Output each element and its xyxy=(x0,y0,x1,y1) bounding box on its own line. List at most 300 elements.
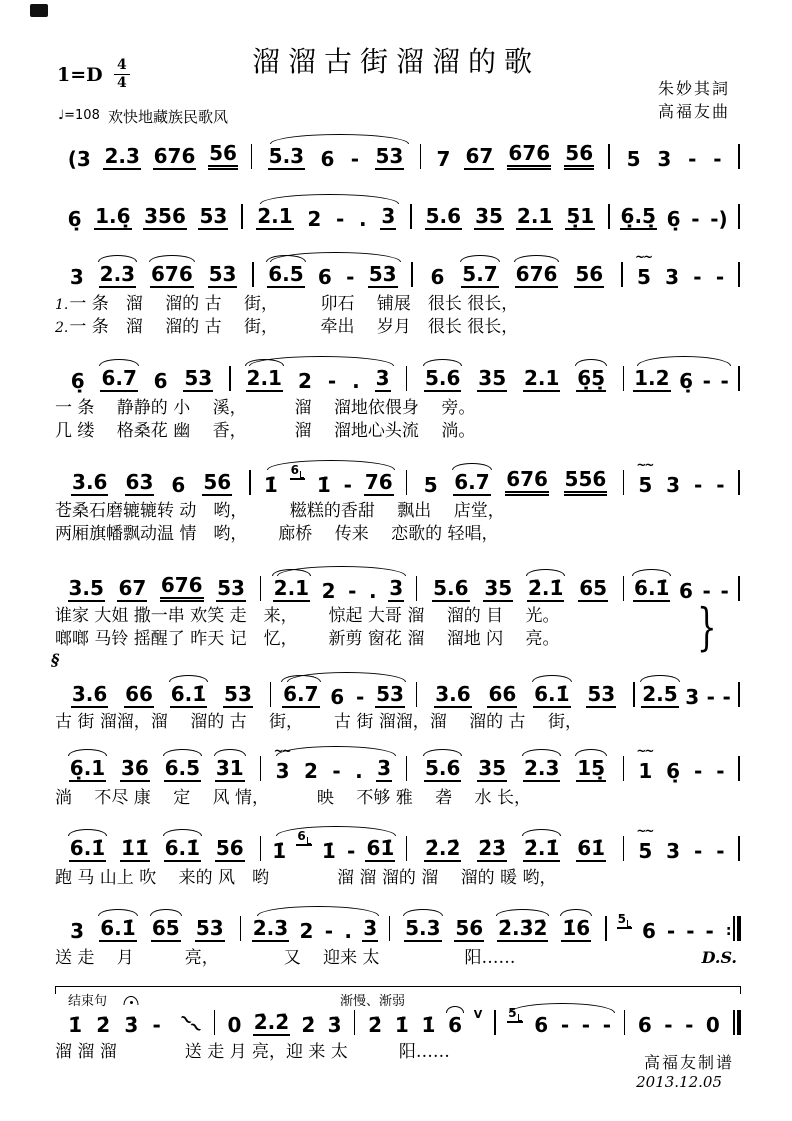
music-line xyxy=(55,362,741,392)
barline xyxy=(623,576,625,601)
measure xyxy=(242,917,387,942)
note-token: 2̇.1̇ xyxy=(523,836,560,860)
barline xyxy=(251,144,253,169)
measure xyxy=(497,1006,623,1037)
scan-artifact xyxy=(30,4,48,17)
note-token: 6 xyxy=(430,265,445,289)
note-token: 53 xyxy=(587,682,616,706)
note-token: 2.3 xyxy=(104,144,140,168)
note-token: 5.6 xyxy=(433,576,469,600)
time-signature-denominator: 4 xyxy=(117,74,127,91)
measure xyxy=(611,205,738,230)
note-token: 3 xyxy=(666,839,681,863)
glissando-mark: ~~ xyxy=(174,1007,206,1039)
note-token: 6.7 xyxy=(454,470,490,494)
note-token: - xyxy=(691,207,700,231)
note-token: - xyxy=(332,759,341,783)
note-token: 5.6 xyxy=(425,756,461,780)
note-token: 6̣ xyxy=(67,207,82,231)
note-token: - xyxy=(685,1013,694,1037)
measure xyxy=(55,1007,213,1039)
note-token: 56 xyxy=(455,916,484,940)
measure xyxy=(636,683,738,708)
note-token: 61̇ xyxy=(366,836,395,860)
note-token: 6.7 xyxy=(101,366,137,390)
note-token: 3 xyxy=(666,473,681,497)
note-token: 53 xyxy=(375,144,404,168)
note-token: . xyxy=(359,207,367,231)
measure xyxy=(262,744,404,783)
note-token: 2̇.1̇ xyxy=(527,576,564,600)
note-token: 1.2 xyxy=(634,366,670,390)
measure xyxy=(232,367,405,392)
measure xyxy=(55,683,269,708)
note-token: 6 xyxy=(534,1013,549,1037)
measure xyxy=(625,367,737,392)
note-token: 56 xyxy=(575,262,604,286)
barline-thick xyxy=(737,916,741,941)
verse-brace: } xyxy=(697,598,717,657)
lyric-line: 古 街 溜溜，溜 溜的 古 街， 古 街 溜溜，溜 溜的 古 街， xyxy=(55,712,582,732)
barline xyxy=(624,1010,626,1035)
fermata-icon xyxy=(124,996,139,1005)
barline xyxy=(240,916,242,941)
style-marking: 欢快地藏族民歌风 xyxy=(108,108,229,126)
note-token: 2̇ xyxy=(368,1013,383,1037)
barline xyxy=(623,470,625,495)
barline xyxy=(229,366,231,391)
note-token: 6 xyxy=(637,1013,652,1037)
grace-note: 6 xyxy=(296,829,311,846)
note-token: 2.3 xyxy=(252,916,289,940)
music-line xyxy=(55,200,741,230)
note-token: - xyxy=(716,759,725,783)
barline xyxy=(623,836,625,861)
note-token: 6̣ xyxy=(666,207,681,231)
note-token: 63 xyxy=(125,470,154,494)
grace-note: 6 xyxy=(290,463,305,480)
lyric-line: 淌 不尽 康 定 风 情， 映 不够 雅 砻 水 长， xyxy=(55,788,531,808)
measure xyxy=(356,1008,493,1037)
note-token: 5.7 xyxy=(462,262,498,286)
note-token: 1̇ xyxy=(316,473,331,497)
barline xyxy=(416,682,418,707)
note-token: 6.1̇ xyxy=(170,682,207,706)
measure xyxy=(55,574,259,602)
note-token: 66 xyxy=(488,682,517,706)
note-token: - xyxy=(343,473,352,497)
repeat-barline xyxy=(726,916,741,942)
barline xyxy=(260,576,262,601)
note-token: - xyxy=(602,1013,612,1037)
barline xyxy=(406,470,408,495)
measure xyxy=(611,148,738,170)
note-token: - xyxy=(152,1013,161,1037)
note-token: 3 xyxy=(657,147,672,171)
note-token: - xyxy=(713,147,722,171)
note-token: 3̇ xyxy=(327,1013,342,1037)
note-token: 3.5 xyxy=(68,576,104,600)
note-token: 3 xyxy=(70,919,85,943)
note-token: 3 xyxy=(665,265,680,289)
note-token: - xyxy=(686,919,695,943)
barline xyxy=(249,470,251,495)
note-token: 676 xyxy=(150,262,193,286)
dynamics-label: 渐慢、渐弱 xyxy=(340,994,406,1009)
note-token: 6̣ xyxy=(70,369,85,393)
lyric-line: 谁家 大姐 撒一串 欢笑 走 来， 惊起 大哥 溜 溜的 目 光。 xyxy=(55,606,560,626)
measure xyxy=(55,263,251,288)
barline xyxy=(260,756,262,781)
note-token: - xyxy=(702,579,711,603)
barline xyxy=(608,144,610,169)
note-token: 5.3 xyxy=(405,916,441,940)
measure xyxy=(262,829,404,863)
dal-segno-label: D.S. xyxy=(701,948,737,967)
note-token: 53 xyxy=(217,576,245,600)
music-line xyxy=(55,250,741,289)
measure xyxy=(418,683,632,708)
note-token: 35 xyxy=(484,576,513,600)
barline-thick xyxy=(737,1010,741,1035)
note-token: 2̇.3̇2̇ xyxy=(498,916,548,940)
mordent-icon: ~~ xyxy=(636,744,653,758)
note-token: 2.3 xyxy=(99,262,136,286)
note-token: - xyxy=(560,1013,570,1037)
measure xyxy=(422,142,607,170)
tempo-marking: ♩=108 xyxy=(58,108,100,123)
barline xyxy=(411,262,413,287)
note-token: 2.1 xyxy=(257,204,293,228)
barline-end xyxy=(738,682,740,707)
measure xyxy=(216,1011,353,1036)
note-token: 1.6̣ xyxy=(95,204,131,228)
measure xyxy=(418,577,622,602)
measure xyxy=(414,263,621,288)
note-token: 6̣ xyxy=(666,759,681,783)
note-token: . xyxy=(344,919,352,943)
note-token: 65 xyxy=(579,576,608,600)
barline xyxy=(252,262,254,287)
note-token: - xyxy=(666,919,676,943)
measure xyxy=(272,683,414,708)
note-token: - xyxy=(347,839,356,863)
barline xyxy=(623,366,625,391)
music-line xyxy=(55,824,741,863)
time-signature-numerator: 4 xyxy=(114,58,130,75)
final-barline xyxy=(733,1010,741,1036)
note-token: 66 xyxy=(125,682,153,706)
note-token: - xyxy=(350,147,360,171)
music-line xyxy=(55,744,741,783)
measure xyxy=(252,463,405,497)
barline-end xyxy=(738,576,740,601)
lyric-line: 两厢旗幡飘动温 情 哟， 廊桥 传来 恋歌的 轻唱， xyxy=(55,524,499,544)
note-token: 2.1 xyxy=(516,204,553,228)
note-token: - xyxy=(336,207,345,231)
note-token: 356 xyxy=(144,204,186,228)
note-token: 56 xyxy=(564,142,594,170)
note-token: 3.6 xyxy=(71,682,108,706)
barline xyxy=(406,756,408,781)
barline xyxy=(494,1010,496,1035)
composer-credit: 高福友曲 xyxy=(657,102,730,121)
note-token: 67 xyxy=(118,576,147,600)
note-token: 6.1̇ xyxy=(164,836,201,860)
mordent-icon: ~~ xyxy=(636,458,653,472)
mordent-icon: ~~ xyxy=(636,824,653,838)
note-token: 2̇ xyxy=(96,1013,111,1037)
music-line xyxy=(55,458,741,497)
note-token: 676 xyxy=(515,262,558,286)
lyric-line: 一 条 静静的 小 溪， 溜 溜地依偎身 旁。 xyxy=(55,398,476,418)
note-token: 6̣ xyxy=(679,369,693,393)
note-token: 676 xyxy=(160,574,204,602)
note-token: 5.6 xyxy=(425,366,461,390)
note-token: 5 ~~ xyxy=(636,458,653,497)
barline xyxy=(621,262,623,287)
note-token: - xyxy=(356,685,365,709)
lyric-line: 1.一 条 溜 溜的 古 街， 卯石 铺展 很长 很长， xyxy=(55,294,519,314)
note-token: . xyxy=(352,369,360,393)
measure xyxy=(608,912,724,943)
note-token: 2.5 xyxy=(642,682,678,706)
note-token: 3 xyxy=(363,916,378,940)
barline xyxy=(389,916,391,941)
music-line xyxy=(55,912,741,942)
note-token: 676 xyxy=(153,144,196,168)
barline-end xyxy=(738,836,740,861)
measure xyxy=(55,367,228,392)
measure xyxy=(624,250,738,289)
measure xyxy=(625,744,737,783)
note-token: . xyxy=(369,579,377,603)
measure xyxy=(55,837,259,862)
note-token: 2 xyxy=(303,759,318,783)
note-token: 2.1 xyxy=(273,576,310,600)
breath-mark: V xyxy=(473,1008,483,1021)
note-token: 2̇.2̇ xyxy=(425,836,461,860)
note-token: 1 ~~ xyxy=(636,744,653,783)
note-token: - xyxy=(693,473,703,497)
measure xyxy=(391,917,604,942)
note-token: 3 xyxy=(377,756,392,780)
note-token: 2 xyxy=(299,919,314,943)
note-token: 36 xyxy=(121,756,149,780)
music-line xyxy=(55,140,741,170)
note-token: 2.3 xyxy=(523,756,560,780)
note-token: 2 xyxy=(297,369,312,393)
measure xyxy=(413,205,608,230)
mordent-icon: ~~ xyxy=(273,744,290,758)
note-token: 3 xyxy=(375,366,390,390)
note-token: 56 xyxy=(203,470,232,494)
measure xyxy=(55,757,259,782)
grace-note: 5 xyxy=(507,1006,522,1023)
barline xyxy=(733,1010,735,1035)
measure xyxy=(253,145,418,170)
note-token: 6 xyxy=(330,685,345,709)
note-token: - xyxy=(688,147,697,171)
note-token: 1̇ xyxy=(321,839,336,863)
measure xyxy=(625,577,737,602)
barline-end xyxy=(738,366,740,391)
barline xyxy=(406,836,408,861)
note-token: - xyxy=(348,579,357,603)
barline xyxy=(623,756,625,781)
note-token: 65 xyxy=(151,916,180,940)
note-token: 53 xyxy=(199,204,228,228)
note-token: 1̇ xyxy=(68,1013,83,1037)
time-signature xyxy=(114,58,130,90)
barline xyxy=(270,682,272,707)
note-token: 53 xyxy=(368,262,397,286)
note-token: 676 xyxy=(505,468,549,496)
note-token: - xyxy=(706,685,715,709)
note-token: 31 xyxy=(215,756,244,780)
measure xyxy=(625,458,737,497)
note-token: - xyxy=(693,839,703,863)
note-token: 35 xyxy=(478,756,507,780)
note-token: 6 xyxy=(679,579,693,603)
note-token: 56 xyxy=(215,836,244,860)
note-token: - xyxy=(324,919,334,943)
note-token: 5.6 xyxy=(425,204,462,228)
lyric-line: 跑 马 山上 吹 来的 风 哟 溜 溜 溜的 溜 溜的 暖 哟， xyxy=(55,868,557,888)
note-token: 6 xyxy=(320,147,335,171)
barline xyxy=(354,1010,356,1035)
note-token: - xyxy=(664,1013,673,1037)
note-token: -) xyxy=(710,207,728,231)
note-token: - xyxy=(722,685,731,709)
measure xyxy=(408,757,622,782)
lyric-line: 苍桑石磨辘辘转 动 哟， 糍糕的香甜 飘出 店堂， xyxy=(55,501,505,521)
note-token: 15̣ xyxy=(577,756,606,780)
note-token: 6.5 xyxy=(268,262,304,286)
note-token: 0 xyxy=(705,1013,720,1037)
note-token: 6̣5̣ xyxy=(577,366,606,390)
note-token: - xyxy=(716,473,725,497)
note-token: 2.1 xyxy=(246,366,282,390)
note-token: - xyxy=(693,265,702,289)
verse-number: 2. xyxy=(55,320,69,336)
note-token: - xyxy=(327,369,337,393)
barline xyxy=(608,204,610,229)
note-token: 3 xyxy=(685,685,700,709)
note-token: 676 xyxy=(507,142,551,170)
note-token: 6 xyxy=(317,265,332,289)
barline-end xyxy=(738,262,740,287)
note-token: - xyxy=(720,579,729,603)
music-line xyxy=(51,650,741,709)
measure xyxy=(255,263,410,288)
lyric-line: 送 走 月 亮， 又 迎来 太 阳…… D.S. xyxy=(55,948,737,968)
note-token: 2̇.2̇ xyxy=(253,1010,290,1034)
note-token: 6.1̇ xyxy=(634,576,670,600)
measure xyxy=(55,471,248,496)
note-token: 3 xyxy=(389,576,404,600)
barline xyxy=(410,204,412,229)
note-token: 5 ~~ xyxy=(636,824,653,863)
note-token: 6 xyxy=(642,919,656,943)
note-token: 3 ~~ xyxy=(273,744,290,783)
note-token: 67 xyxy=(465,144,494,168)
note-token: 1̇ xyxy=(263,473,278,497)
note-token: 5̣1 xyxy=(566,204,595,228)
lyric-line: 2.一 条 溜 溜的 古 街， 牵出 岁月 很长 很长， xyxy=(55,317,519,337)
note-token: 6.5 xyxy=(164,756,201,780)
measure xyxy=(626,1014,731,1036)
measure xyxy=(262,577,415,602)
measure xyxy=(408,367,622,392)
lyricist-credit: 朱妙其詞 xyxy=(657,79,730,98)
barline xyxy=(241,204,243,229)
music-line xyxy=(55,572,741,602)
note-token: 6 xyxy=(448,1013,463,1037)
transcriber-credit: 高福友制谱 xyxy=(643,1053,734,1072)
note-token: 53 xyxy=(195,916,224,940)
note-token: 35 xyxy=(478,366,507,390)
note-token: 6.1̇ xyxy=(100,916,136,940)
note-token: 2 xyxy=(321,579,336,603)
transcription-date: 2013.12.05 xyxy=(636,1073,722,1091)
note-token: 5 ~~ xyxy=(634,250,652,289)
note-token: 6̣.5̣ xyxy=(620,204,656,228)
note-token: 1̇ xyxy=(421,1013,436,1037)
note-token: 2̇ xyxy=(301,1013,316,1037)
note-token: 6 xyxy=(171,473,186,497)
measure xyxy=(55,205,240,230)
note-token: 53 xyxy=(184,366,213,390)
barline xyxy=(633,682,635,707)
note-token: - xyxy=(720,369,729,393)
barline xyxy=(733,916,735,941)
barline xyxy=(605,916,607,941)
key-signature: 1=D xyxy=(57,64,103,86)
note-token: 3 xyxy=(69,265,84,289)
barline xyxy=(406,366,408,391)
barline-end xyxy=(738,144,740,169)
ending-phrase-label: 结束句 xyxy=(68,994,108,1009)
barline xyxy=(214,1010,216,1035)
note-token: 6.1̇ xyxy=(69,836,106,860)
measure xyxy=(408,837,622,862)
segno-icon: § xyxy=(51,650,60,669)
note-token: - xyxy=(702,369,711,393)
note-token: 2̇3̇ xyxy=(478,836,507,860)
page-title: 溜溜古街溜溜的歌 xyxy=(251,45,540,78)
note-token: 6̣.1 xyxy=(69,756,106,780)
note-token: 7 xyxy=(436,147,451,171)
note-token: - xyxy=(581,1013,591,1037)
note-token: 53 xyxy=(224,682,252,706)
note-token: 5 xyxy=(626,147,641,171)
note-token: 61̇ xyxy=(577,836,606,860)
note-token: 1̇1̇ xyxy=(121,836,149,860)
measure xyxy=(408,468,622,496)
note-token: 1̇6 xyxy=(562,916,591,940)
mordent-icon: ~~ xyxy=(634,250,652,264)
barline xyxy=(260,836,262,861)
repeat-dots: : xyxy=(725,923,732,939)
barline xyxy=(420,144,422,169)
note-token: (3 xyxy=(67,147,91,171)
note-token: 76 xyxy=(364,470,393,494)
note-token: 6.7 xyxy=(283,682,319,706)
note-token: 1̇ xyxy=(394,1013,409,1037)
verse-number: 1. xyxy=(55,297,69,313)
lyric-line: 啷啷 马铃 摇醒了 昨天 记 忆， 新剪 窗花 溜 溜地 闪 亮。 xyxy=(55,629,560,649)
